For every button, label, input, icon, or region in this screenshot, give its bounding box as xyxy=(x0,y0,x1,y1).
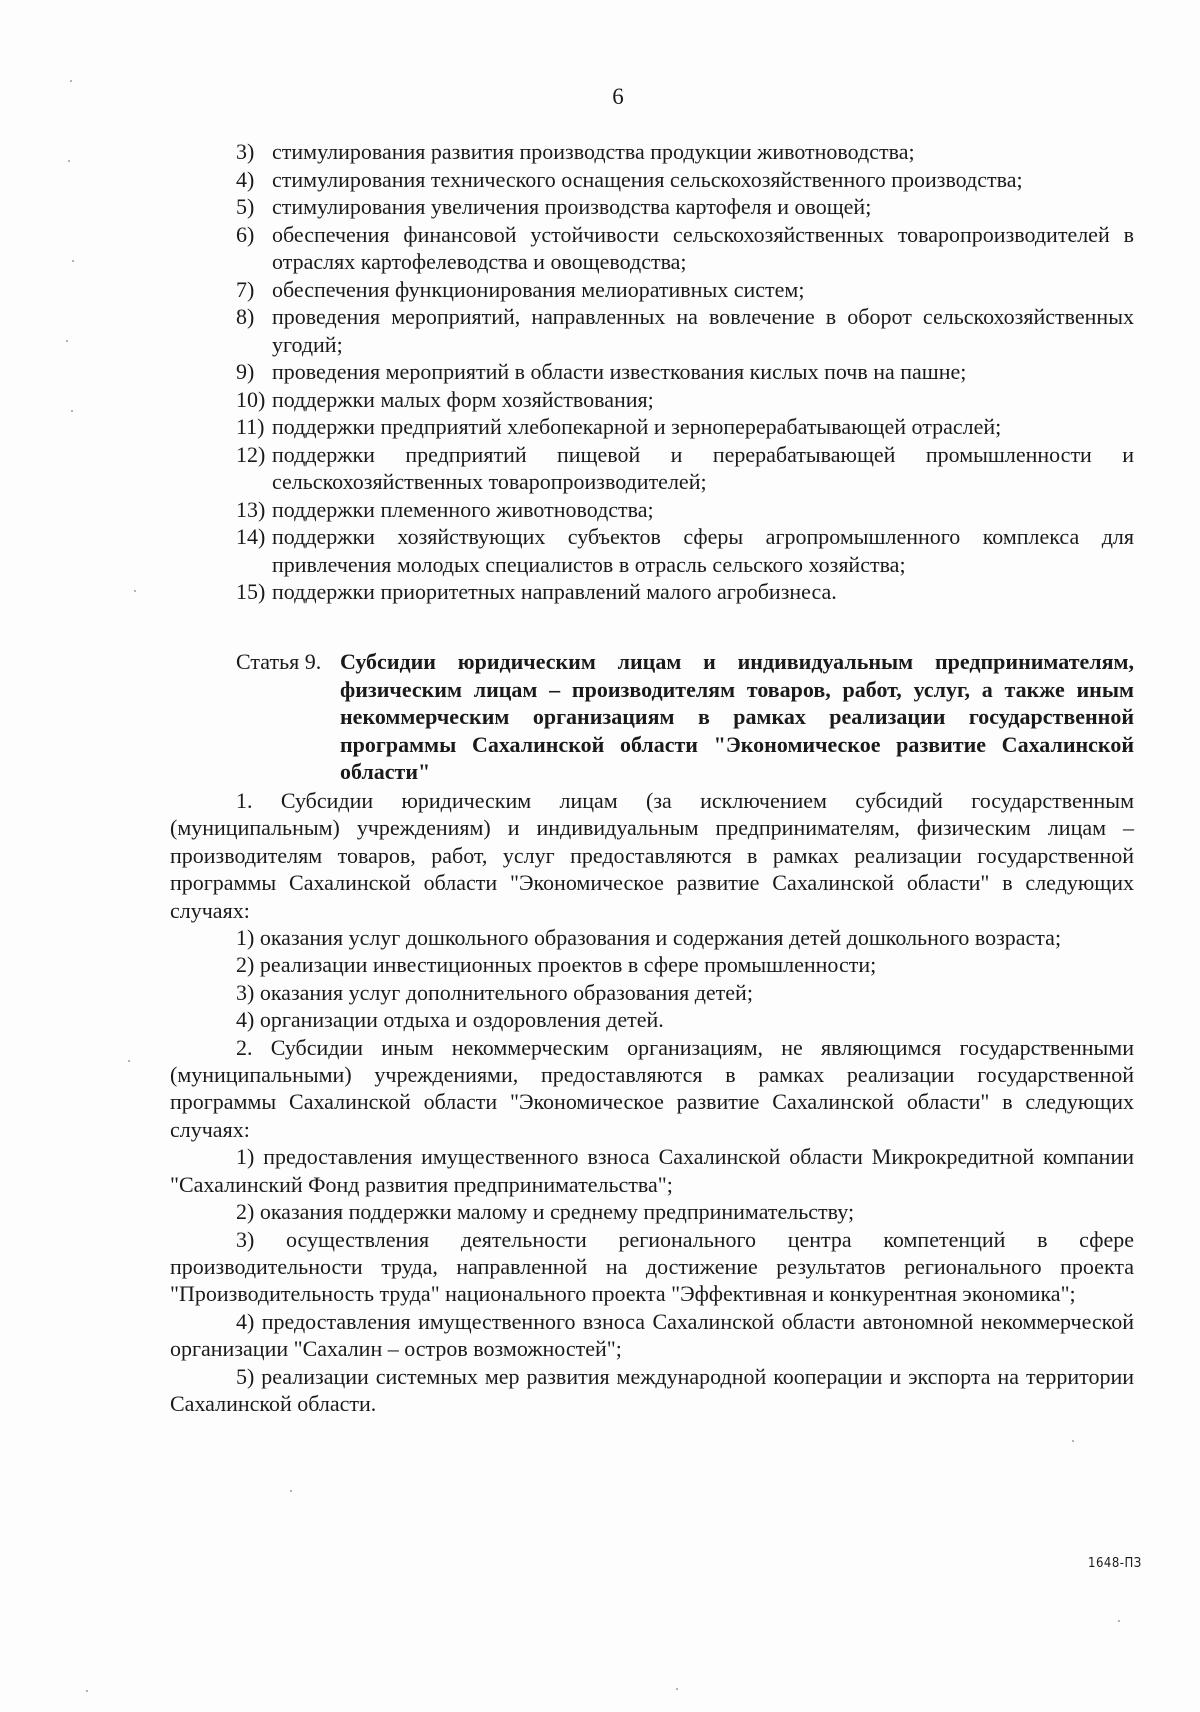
scan-speck xyxy=(676,1688,678,1690)
list-item-text: поддержки малых форм хозяйствования; xyxy=(272,386,654,412)
list-item-text: проведения мероприятий, направленных на вовлечение в оборот сельскохозяйственных угодий; xyxy=(272,304,1134,357)
list-item-text: обеспечения функционирования мелиоративных систем; xyxy=(272,276,805,302)
list-item-number: 5) xyxy=(236,194,255,219)
list-item xyxy=(236,413,1134,441)
list-item-number: 12) xyxy=(236,441,266,467)
list-item-text: стимулирования технического оснащения сельскохозяйственного производства; xyxy=(272,166,1023,192)
list-item-number: 8) xyxy=(236,304,255,329)
list-item-text: поддержки предприятий хлебопекарной и зерноперерабатывающей отраслей; xyxy=(272,414,1002,439)
section-1-intro: 1. Субсидии юридическим лицам (за исключением субсидий государственным (муниципальным) учреждениям) и индивидуальным предпринимателям, физическим лицам – производителям товаров, работ, услуг предоставляются в рамках реализации государственной программы Сахалинской области "Экономическое развитие Сахалинской области" в следующих случаях: xyxy=(170,788,1134,923)
scan-speck xyxy=(1072,1440,1074,1442)
scan-speck xyxy=(86,1690,88,1692)
list-item-number: 6) xyxy=(236,221,255,247)
section-2-item: 2) оказания поддержки малому и среднему предпринимательству; xyxy=(236,1199,855,1225)
list-item-number: 13) xyxy=(236,496,266,522)
scan-speck xyxy=(134,590,136,592)
list-item-text: поддержки приоритетных направлений малого агробизнеса. xyxy=(272,579,837,604)
list-item-text: обеспечения финансовой устойчивости сельскохозяйственных товаропроизводителей в отраслях картофелеводства и овощеводства; xyxy=(272,221,1134,274)
list-item-text: стимулирования развития производства продукции животноводства; xyxy=(272,139,915,164)
list-item xyxy=(236,193,1134,221)
list-item xyxy=(236,578,1134,606)
list-item-number: 10) xyxy=(236,386,266,412)
section-2-item: 5) реализации системных мер развития международной кооперации и экспорта на территории Сахалинской области. xyxy=(170,1363,1134,1416)
article-heading xyxy=(236,648,1134,786)
list-item xyxy=(236,221,1134,276)
article-label: Статья 9. xyxy=(236,649,322,674)
section-2-item: 1) предоставления имущественного взноса Сахалинской области Микрокредитной компании "Сахалинский Фонд развития предпринимательства"; xyxy=(170,1144,1134,1197)
document-code: 1648-ПЗ xyxy=(1088,1556,1142,1571)
section-1-item: 2) реализации инвестиционных проектов в сфере промышленности; xyxy=(236,952,877,978)
scan-speck xyxy=(1118,1620,1120,1622)
scan-speck xyxy=(128,1060,130,1062)
list-item xyxy=(236,138,1134,166)
article-body xyxy=(170,787,1134,1417)
section-1-item: 3) оказания услуг дополнительного образования детей; xyxy=(236,979,753,1005)
subsidy-purpose-list xyxy=(236,138,1134,606)
scan-speck xyxy=(68,160,70,162)
list-item xyxy=(236,303,1134,358)
list-item xyxy=(236,441,1134,496)
section-1-item: 1) оказания услуг дошкольного образования и содержания детей дошкольного возраста; xyxy=(236,925,1062,951)
scan-speck xyxy=(71,410,73,412)
list-item-number: 15) xyxy=(236,579,266,604)
list-item-number: 11) xyxy=(236,414,265,439)
scan-speck xyxy=(290,1490,292,1492)
section-1-item: 4) организации отдыха и оздоровления детей. xyxy=(236,1007,664,1033)
list-item-text: поддержки хозяйствующих субъектов сферы агропромышленного комплекса для привлечения молодых специалистов в отрасль сельского хозяйства; xyxy=(272,524,1134,577)
list-item xyxy=(236,358,1134,386)
list-item-number: 3) xyxy=(236,139,255,164)
list-item-number: 7) xyxy=(236,276,255,302)
list-item-text: стимулирования увеличения производства картофеля и овощей; xyxy=(272,194,872,219)
list-item-text: поддержки племенного животноводства; xyxy=(272,496,654,522)
list-item-number: 4) xyxy=(236,166,255,192)
scan-speck xyxy=(72,260,74,262)
list-item xyxy=(236,386,1134,414)
list-item-number: 9) xyxy=(236,359,255,384)
list-item xyxy=(236,166,1134,194)
section-2-item: 3) осуществления деятельности регионального центра компетенций в сфере производительности труда, направленной на достижение результатов регионального проекта "Производительность труда" национального проекта "Эффективная и конкурентная экономика"; xyxy=(170,1226,1134,1307)
section-2-intro: 2. Субсидии иным некоммерческим организациям, не являющимся государственными (муниципальными) учреждениями, предоставляются в рамках реализации государственной программы Сахалинской области "Экономическое развитие Сахалинской области" в следующих случаях: xyxy=(170,1034,1134,1142)
scan-speck xyxy=(70,80,72,82)
list-item-text: поддержки предприятий пищевой и перерабатывающей промышленности и сельскохозяйственных товаропроизводителей; xyxy=(272,441,1134,494)
section-2-item: 4) предоставления имущественного взноса Сахалинской области автономной некоммерческой организации "Сахалин – остров возможностей"; xyxy=(170,1308,1134,1362)
page-number: 6 xyxy=(612,84,624,109)
list-item xyxy=(236,496,1134,524)
list-item xyxy=(236,523,1134,578)
article-title: Субсидии юридическим лицам и индивидуальным предпринимателям, физическим лицам – производителям товаров, работ, услуг, а также иным некоммерческим организациям в рамках реализации государственной программы Сахалинской области "Экономическое развитие Сахалинской области" xyxy=(340,649,1134,784)
list-item xyxy=(236,276,1134,304)
list-item-text: проведения мероприятий в области известкования кислых почв на пашне; xyxy=(272,359,967,384)
scan-speck xyxy=(66,340,68,342)
list-item-number: 14) xyxy=(236,524,266,549)
